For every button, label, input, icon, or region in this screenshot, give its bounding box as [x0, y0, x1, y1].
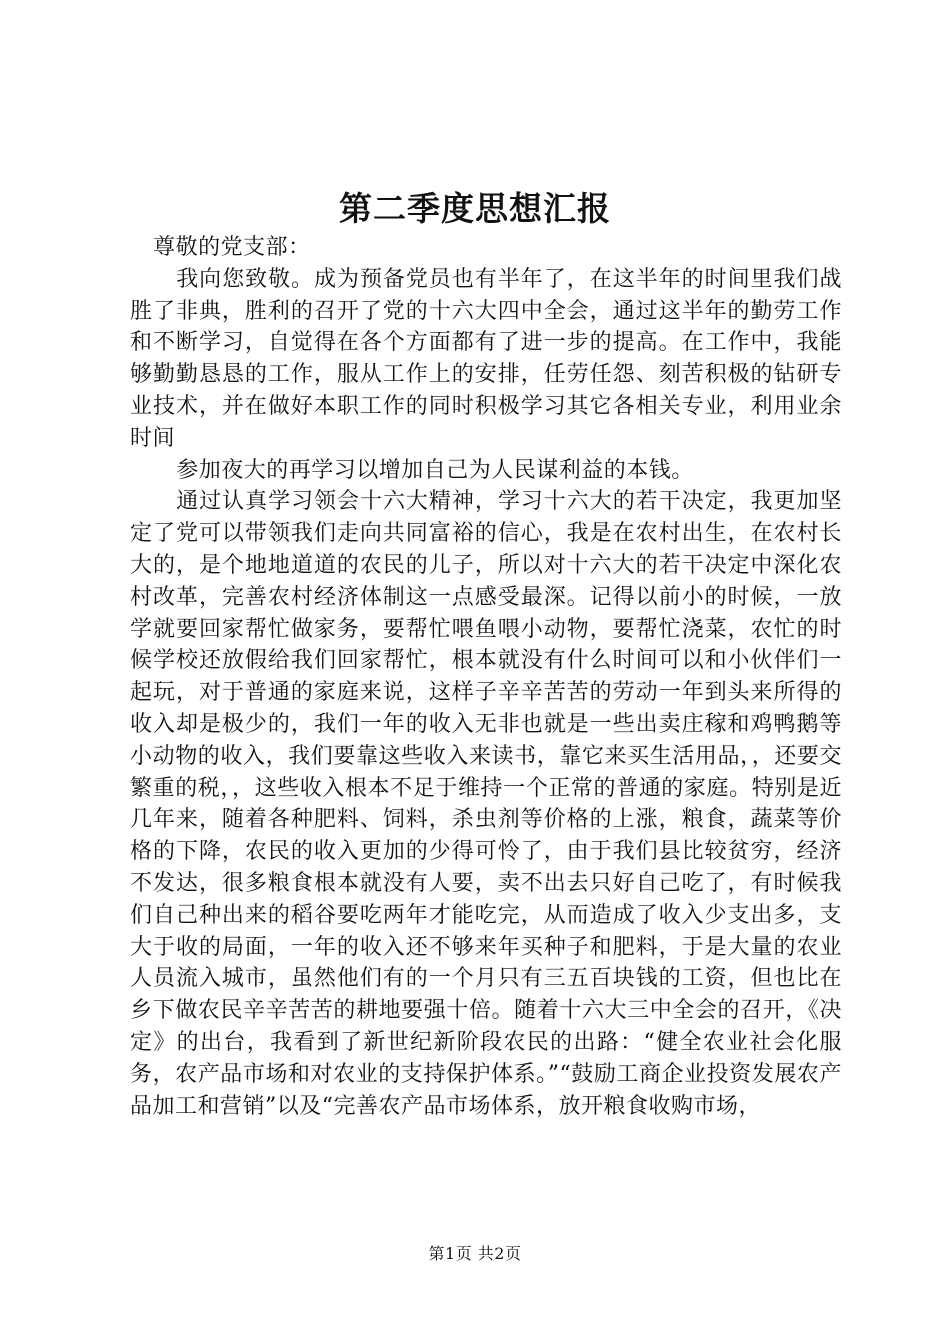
paragraph-1: 我向您致敬。成为预备党员也有半年了，在这半年的时间里我们战胜了非典，胜利的召开了党的十六大四中全会，通过这半年的勤劳工作和不断学习，自觉得在各个方面都有了进一步的提高。在工作中，我能够勤勤恳恳的工作，服从工作上的安排，任劳任怨、刻苦积极的钻研专业技术，并在做好本职工作的同时积极学习其它各相关专业，利用业余时间: [130, 266, 842, 451]
page-number-footer: 第1页 共2页: [428, 1244, 522, 1263]
paragraph-2: 参加夜大的再学习以增加自己为人民谋利益的本钱。: [176, 457, 694, 483]
document-body: [130, 232, 842, 1122]
paragraph-3: 通过认真学习领会十六大精神，学习十六大的若干决定，我更加坚定了党可以带领我们走向共同富裕的信心，我是在农村出生，在农村长大的，是个地地道道的农民的儿子，所以对十六大的若干决定中深化农村改革，完善农村经济体制这一点感受最深。记得以前小的时候，一放学就要回家帮忙做家务，要帮忙喂鱼喂小动物，要帮忙浇菜，农忙的时候学校还放假给我们回家帮忙，根本就没有什么时间可以和小伙伴们一起玩，对于普通的家庭来说，这样子辛辛苦苦的劳动一年到头来所得的收入却是极少的，我们一年的收入无非也就是一些出卖庄稼和鸡鸭鹅等小动物的收入，我们要靠这些收入来读书，靠它来买生活用品，，还要交繁重的税，，这些收入根本不足于维持一个正常的普通的家庭。特别是近几年来，随着各种肥料、饲料，杀虫剂等价格的上涨，粮食，蔬菜等价格的下降，农民的收入更加的少得可怜了，由于我们县比较贫穷，经济不发达，很多粮食根本就没有人要，卖不出去只好自己吃了，有时候我们自己种出来的稻谷要吃两年才能吃完，从而造成了收入少支出多，支大于收的局面，一年的收入还不够来年买种子和肥料，于是大量的农业人员流入城市，虽然他们有的一个月只有三五百块钱的工资，但也比在乡下做农民辛辛苦苦的耕地要强十倍。随着十六大三中全会的召开，《决定》的出台，我看到了新世纪新阶段农民的出路：“健全农业社会化服务，农产品市场和对农业的支持保护体系。”“鼓励工商企业投资发展农产品加工和营销”以及“完善农产品市场体系，放开粮食收购市场，: [130, 489, 842, 1119]
document-title: 第二季度思想汇报: [339, 189, 611, 228]
salutation: 尊敬的党支部：: [153, 235, 311, 260]
